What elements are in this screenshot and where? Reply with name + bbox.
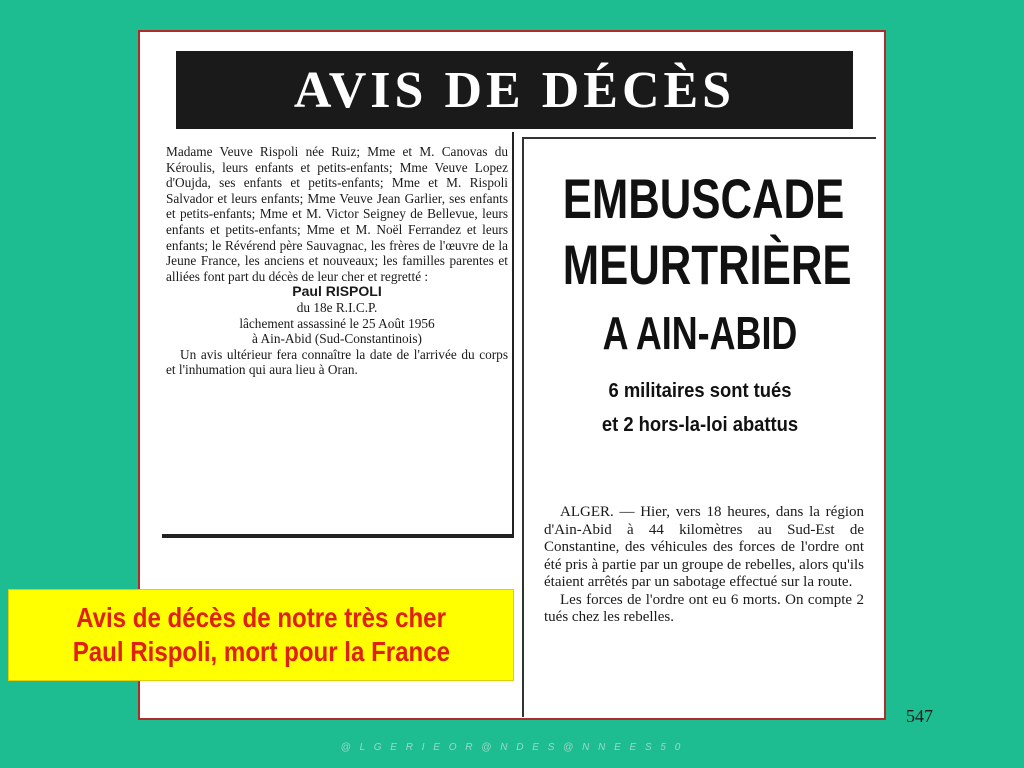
footer-watermark: @ L G E R I E O R @ N D E S @ N N E E S 5 0 (340, 742, 684, 753)
death-notice (162, 132, 514, 538)
headline-line-3: A AIN-ABID (602, 307, 798, 359)
page-number: 547 (906, 706, 933, 726)
death-place: à Ain-Abid (Sud-Constantinois) (252, 331, 422, 347)
caption-line-2: Paul Rispoli, mort pour la France (72, 636, 450, 667)
article-paragraph-2: Les forces de l'ordre ont eu 6 morts. On compte 2 tués chez les rebelles. (544, 591, 864, 625)
death-line: lâchement assassiné le 25 Août 1956 (239, 315, 435, 331)
caption-box (8, 589, 514, 681)
notice-followup: Un avis ultérieur fera connaître la date de l'arrivée du corps et l'inhumation qui aura lieu à Oran. (166, 346, 508, 378)
regiment: du 18e R.I.C.P. (296, 299, 378, 315)
article (522, 137, 876, 717)
article-body (544, 504, 864, 627)
deceased-name: Paul RISPOLI (292, 283, 382, 300)
headline-line-2: MEURTRIÈRE (562, 233, 852, 296)
headline-line-1: EMBUSCADE (562, 167, 845, 230)
caption-line-1: Avis de décès de notre très cher (76, 602, 446, 633)
subheadline-1: 6 militaires sont tués (608, 380, 792, 402)
notice-body: Madame Veuve Rispoli née Ruiz; Mme et M. Canovas du Kéroulis, leurs enfants et petits-enfants; Mme Veuve Lopez d'Oujda, ses enfants et petits-enfants; Mme et M. Rispoli Salvador et leurs enfants; Mme Veuve Jean Garlier, ses enfants et petits-enfants; Mme et M. Victor Seigney de Bellevue, leurs enfants et petits-enfants; Mme et M. Noël Ferrandez et leurs enfants; le Révérend père Sauvagnac, les frères de l'œuvre de la Jeune France, les anciens et nouveaux; les familles parentes et alliées font part du décès de leur cher et regretté : (166, 144, 508, 284)
banner-title: AVIS DE DÉCÈS (176, 51, 853, 129)
article-paragraph-1: ALGER. — Hier, vers 18 heures, dans la région d'Ain-Abid à 44 kilomètres au Sud-Est de Constantine, des véhicules des forces de l'ordre ont été pris à partie par un groupe de rebelles, alors qu'ils étaient arrêtés par un sabotage effectué sur la route. (544, 504, 864, 590)
subheadline-2: et 2 hors-la-loi abattus (601, 414, 799, 436)
